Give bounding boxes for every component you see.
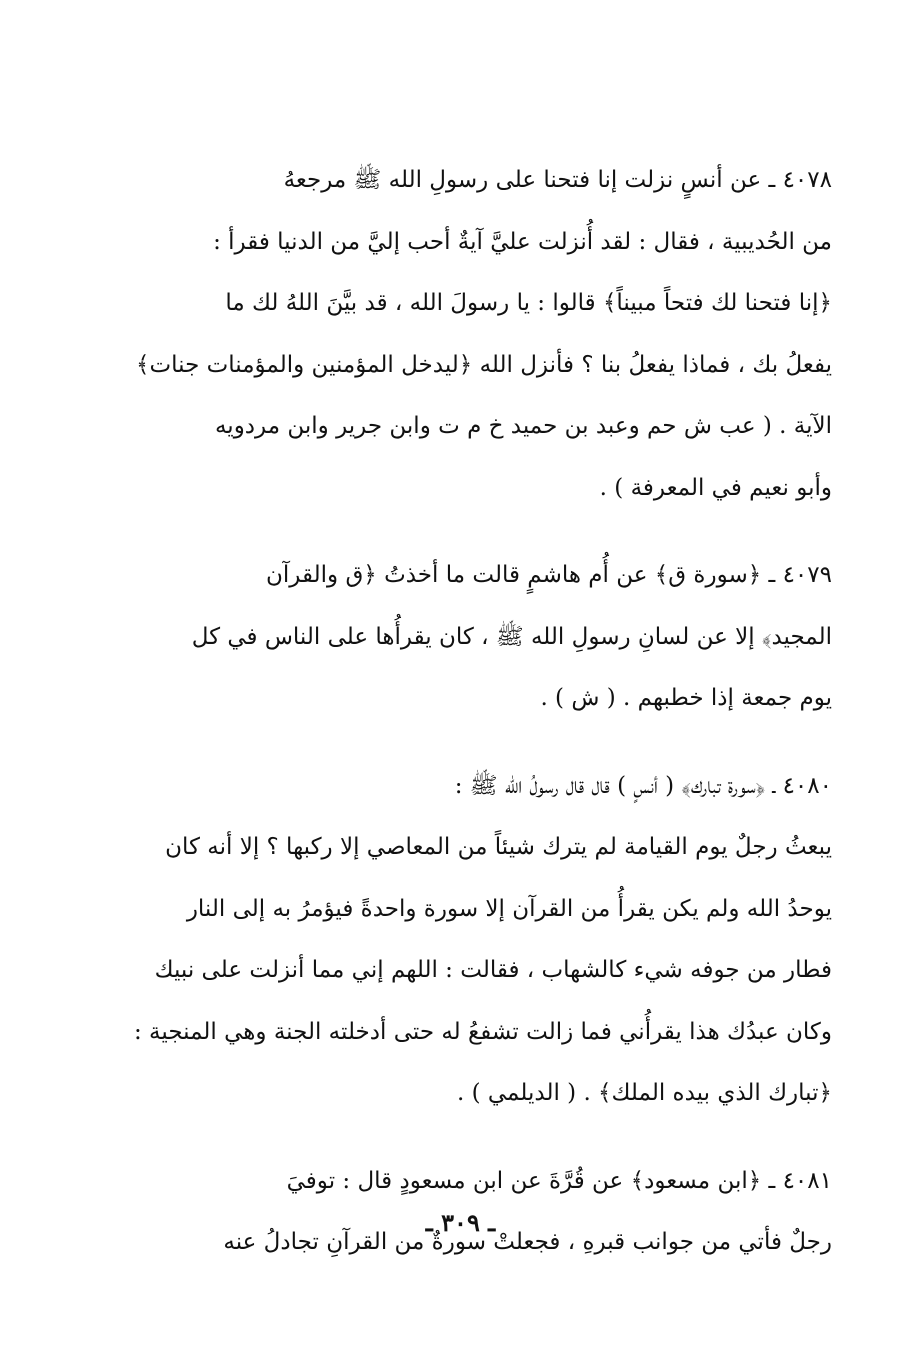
- text-line: ﴿تبارك الذي بيده الملك﴾ . ( الديلمي ) .: [456, 1080, 832, 1106]
- text-line: رجلٌ فأتي من جوانب قبرهِ ، فجعلتْ سورةٌ من القرآنِ تجادلُ عنه: [223, 1229, 832, 1255]
- text-line: يوحدُ الله ولم يكن يقرأُ من القرآن إلا سورة واحدةً فيؤمرُ به إلى النار: [186, 895, 832, 922]
- hadith-4079: [132, 545, 832, 730]
- page-number: ـ ٣٠٩ ـ: [425, 1208, 496, 1237]
- hadith-4078: [132, 150, 832, 519]
- text-line: ٤٠٧٩ ـ ﴿سورة ق﴾ عن أُم هاشمٍ قالت ما أخذتُ ﴿ق والقرآن: [266, 562, 832, 588]
- text-line: الآية . ( عب ش حم وعبد بن حميد خ م ت وابن جرير وابن مردويه: [214, 413, 832, 439]
- text-line: يبعثُ رجلٌ يوم القيامة لم يترك شيئاً من المعاصي إلا ركبها ؟ إلا أنه كان: [165, 834, 832, 860]
- text-line: ﴿إنا فتحنا لك فتحاً مبيناً﴾ قالوا : يا رسولَ الله ، قد بيَّنَ اللهُ لك ما: [225, 290, 832, 316]
- text-line: يوم جمعة إذا خطبهم . ( ش ) .: [540, 685, 832, 711]
- text-line: وكان عبدُك هذا يقرأُني فما زالت تشفعُ له حتى أدخلته الجنة وهي المنجية :: [134, 1018, 832, 1045]
- text-line: المجيد﴾ إلا عن لسانِ رسولِ الله ﷺ ، كان يقرأُها على الناس في كل: [191, 623, 832, 650]
- text-line: ٤٠٨١ ـ ﴿ابن مسعود﴾ عن قُرَّةَ عن ابن مسعودٍ قال : توفيَ: [286, 1167, 832, 1194]
- text-line: يفعلُ بك ، فماذا يفعلُ بنا ؟ فأنزل الله ﴿ليدخل المؤمنين والمؤمنات جنات﴾: [136, 351, 832, 378]
- text-line: فطار من جوفه شيء كالشهاب ، فقالت : اللهم إني مما أنزلت على نبيك: [154, 957, 832, 983]
- text-line: ٤٠٨٠ ـ ﴿سورة تبارك﴾ ( أنسٍ ) قال قال رسولُ الله ﷺ :: [454, 772, 832, 799]
- page-text: [132, 150, 832, 1300]
- text-line: ٤٠٧٨ ـ عن أنسٍ نزلت إنا فتحنا على رسولِ الله ﷺ مرجعهُ: [283, 167, 832, 193]
- text-line: وأبو نعيم في المعرفة ) .: [599, 474, 832, 501]
- text-line: من الحُديبية ، فقال : لقد أُنزلت عليَّ آيةٌ أحب إليَّ من الدنيا فقرأ :: [213, 228, 832, 255]
- hadith-4080: [132, 756, 832, 1125]
